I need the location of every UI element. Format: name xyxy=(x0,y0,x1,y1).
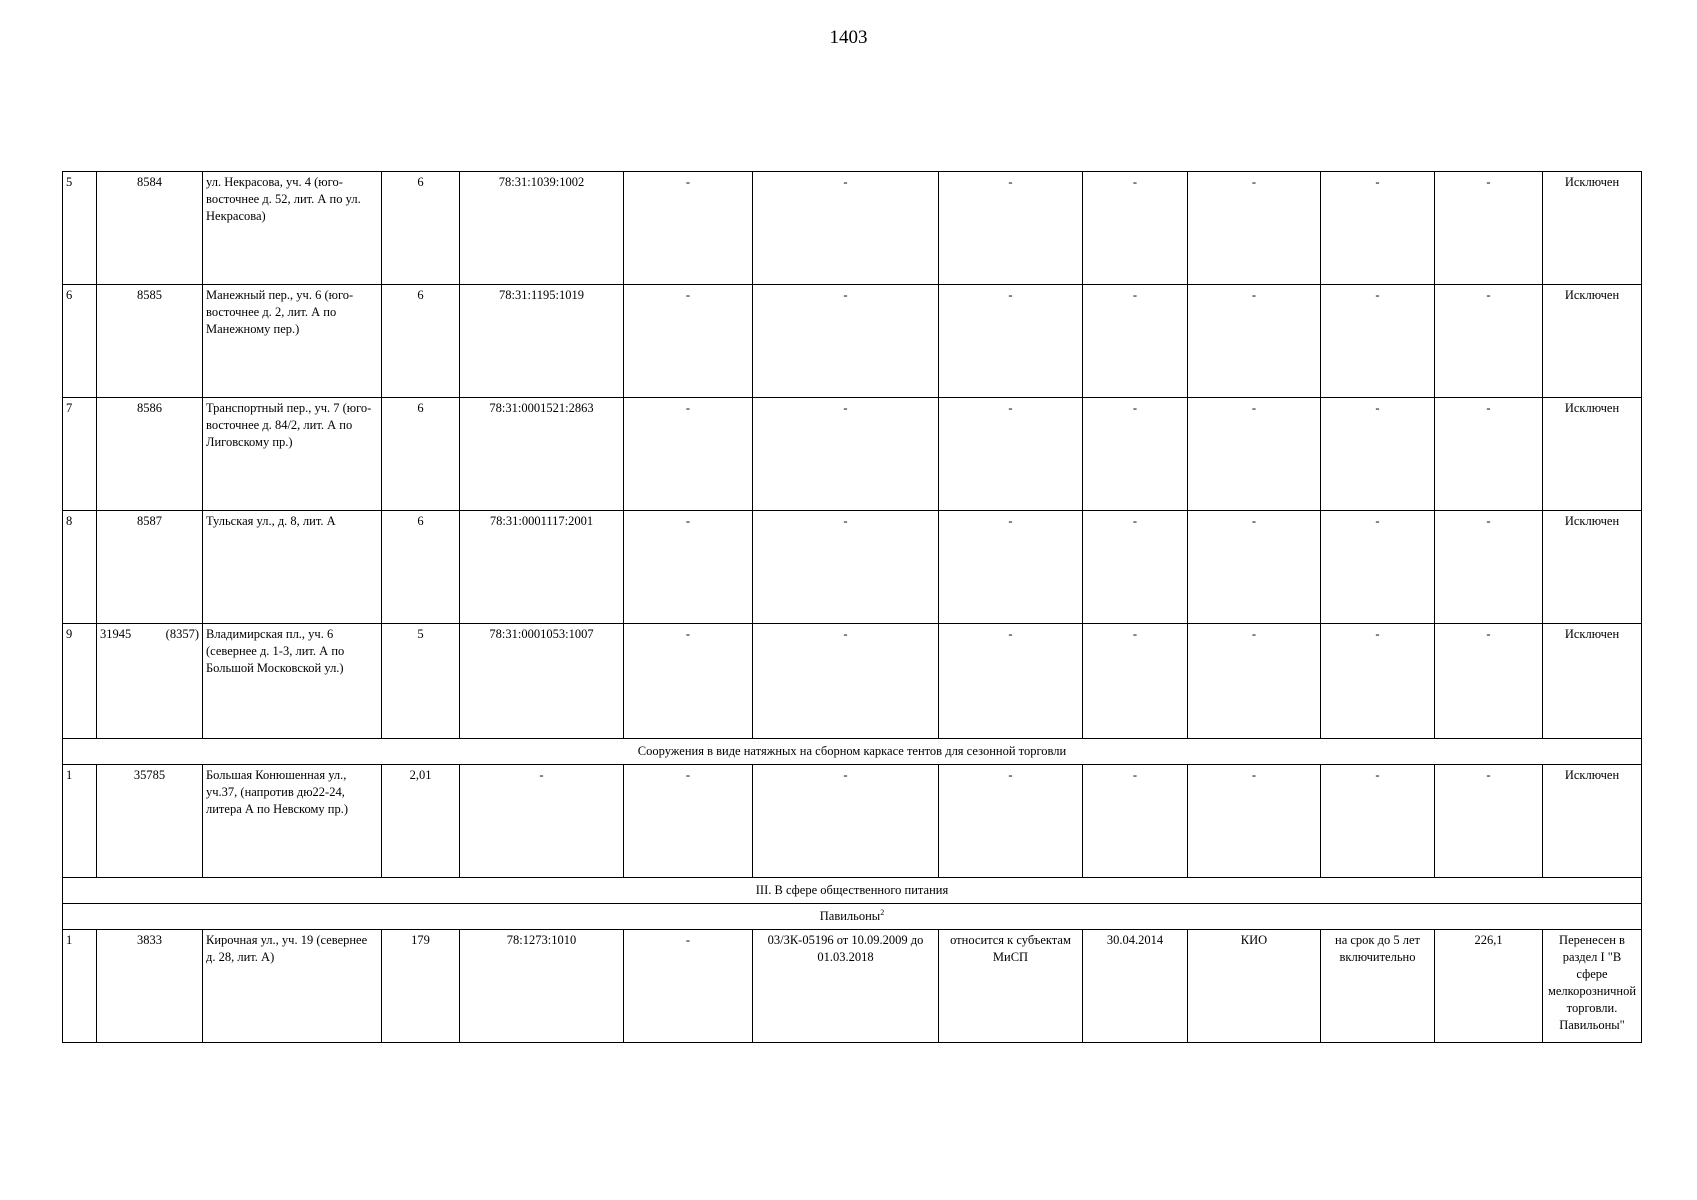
cell-number: 1 xyxy=(63,765,97,878)
cell-id xyxy=(97,624,203,739)
cell-col9: - xyxy=(1083,398,1188,511)
cell-address: Транспортный пер., уч. 7 (юго-восточнее д. 84/2, лит. А по Лиговскому пр.) xyxy=(203,398,382,511)
cell-id: 35785 xyxy=(97,765,203,878)
objects-table xyxy=(62,171,1642,1043)
section-header-pavilions xyxy=(63,904,1642,930)
cell-col6: - xyxy=(624,172,753,285)
table-row xyxy=(63,511,1642,624)
pavilions-label: Павильоны xyxy=(819,909,881,923)
cell-org: КИО xyxy=(1188,930,1321,1043)
cell-col11: - xyxy=(1321,624,1435,739)
cell-col7: - xyxy=(753,285,939,398)
cell-cadastral: 78:31:0001053:1007 xyxy=(460,624,624,739)
cell-address: Манежный пер., уч. 6 (юго-восточнее д. 2, лит. А по Манежному пер.) xyxy=(203,285,382,398)
cell-status: Исключен xyxy=(1543,172,1642,285)
cell-col12: - xyxy=(1435,624,1543,739)
cell-id: 8586 xyxy=(97,398,203,511)
cell-col8: - xyxy=(939,285,1083,398)
section-header-food xyxy=(63,878,1642,904)
cell-id: 8585 xyxy=(97,285,203,398)
cell-id: 8584 xyxy=(97,172,203,285)
cell-cadastral: 78:31:0001117:2001 xyxy=(460,511,624,624)
cell-col7: - xyxy=(753,511,939,624)
table-row xyxy=(63,624,1642,739)
cell-col9: - xyxy=(1083,765,1188,878)
cell-address: Тульская ул., д. 8, лит. А xyxy=(203,511,382,624)
section-title-food: III. В сфере общественного питания xyxy=(63,878,1642,904)
cell-col7: - xyxy=(753,624,939,739)
page-number: 1403 xyxy=(829,27,868,48)
table-row xyxy=(63,765,1642,878)
table-row xyxy=(63,930,1642,1043)
cell-contract: 03/ЗК-05196 от 10.09.2009 до 01.03.2018 xyxy=(753,930,939,1043)
cell-address: Владимирская пл., уч. 6 (севернее д. 1-3, лит. А по Большой Московской ул.) xyxy=(203,624,382,739)
cell-col11: - xyxy=(1321,511,1435,624)
cell-col6: - xyxy=(624,930,753,1043)
cell-col11: - xyxy=(1321,285,1435,398)
cell-cadastral: 78:31:1039:1002 xyxy=(460,172,624,285)
cell-date: 30.04.2014 xyxy=(1083,930,1188,1043)
cell-col10: - xyxy=(1188,765,1321,878)
cell-cadastral: 78:31:1195:1019 xyxy=(460,285,624,398)
section-header-tents xyxy=(63,739,1642,765)
cell-status: Перенесен в раздел I "В сфере мелкорозничной торговли. Павильоны" xyxy=(1543,930,1642,1043)
cell-address: Большая Конюшенная ул., уч.37, (напротив дю22-24, литера А по Невскому пр.) xyxy=(203,765,382,878)
cell-col10: - xyxy=(1188,398,1321,511)
table-row xyxy=(63,172,1642,285)
cell-col9: - xyxy=(1083,285,1188,398)
table-row xyxy=(63,398,1642,511)
footnote-marker: 2 xyxy=(880,907,885,917)
cell-area: 179 xyxy=(382,930,460,1043)
cell-status: Исключен xyxy=(1543,398,1642,511)
cell-col7: - xyxy=(753,765,939,878)
table-row xyxy=(63,285,1642,398)
cell-col8: - xyxy=(939,511,1083,624)
cell-status: Исключен xyxy=(1543,285,1642,398)
cell-area: 2,01 xyxy=(382,765,460,878)
cell-number: 7 xyxy=(63,398,97,511)
section-title-tents: Сооружения в виде натяжных на сборном каркасе тентов для сезонной торговли xyxy=(63,739,1642,765)
cell-col9: - xyxy=(1083,624,1188,739)
cell-area: 6 xyxy=(382,511,460,624)
cell-area: 6 xyxy=(382,398,460,511)
cell-number: 1 xyxy=(63,930,97,1043)
section-title-pavilions xyxy=(63,904,1642,930)
cell-address: Кирочная ул., уч. 19 (севернее д. 28, лит. А) xyxy=(203,930,382,1043)
cell-col8: - xyxy=(939,765,1083,878)
cell-area: 6 xyxy=(382,172,460,285)
cell-number: 5 xyxy=(63,172,97,285)
cell-id-secondary: (8357) xyxy=(165,627,199,641)
cell-status: Исключен xyxy=(1543,511,1642,624)
cell-col6: - xyxy=(624,765,753,878)
cell-col9: - xyxy=(1083,172,1188,285)
cell-col8: - xyxy=(939,172,1083,285)
cell-id: 3833 xyxy=(97,930,203,1043)
cell-number: 6 xyxy=(63,285,97,398)
cell-subject: относится к субъектам МиСП xyxy=(939,930,1083,1043)
cell-id-primary: 31945 xyxy=(100,627,132,641)
cell-col6: - xyxy=(624,624,753,739)
cell-area: 6 xyxy=(382,285,460,398)
cell-col10: - xyxy=(1188,511,1321,624)
cell-col6: - xyxy=(624,398,753,511)
cell-cadastral: 78:31:0001521:2863 xyxy=(460,398,624,511)
cell-address: ул. Некрасова, уч. 4 (юго-восточнее д. 52, лит. А по ул. Некрасова) xyxy=(203,172,382,285)
cell-col12: - xyxy=(1435,511,1543,624)
cell-col10: - xyxy=(1188,172,1321,285)
cell-cadastral: 78:1273:1010 xyxy=(460,930,624,1043)
cell-col11: - xyxy=(1321,398,1435,511)
cell-col8: - xyxy=(939,624,1083,739)
cell-area: 5 xyxy=(382,624,460,739)
cell-cadastral: - xyxy=(460,765,624,878)
cell-col6: - xyxy=(624,285,753,398)
cell-col8: - xyxy=(939,398,1083,511)
cell-status: Исключен xyxy=(1543,624,1642,739)
cell-col11: - xyxy=(1321,172,1435,285)
cell-col10: - xyxy=(1188,285,1321,398)
cell-number: 8 xyxy=(63,511,97,624)
cell-col12: - xyxy=(1435,765,1543,878)
cell-col7: - xyxy=(753,172,939,285)
cell-col11: - xyxy=(1321,765,1435,878)
cell-col10: - xyxy=(1188,624,1321,739)
cell-col9: - xyxy=(1083,511,1188,624)
cell-id: 8587 xyxy=(97,511,203,624)
cell-col6: - xyxy=(624,511,753,624)
cell-number: 9 xyxy=(63,624,97,739)
cell-status: Исключен xyxy=(1543,765,1642,878)
cell-col12: - xyxy=(1435,285,1543,398)
cell-col12: - xyxy=(1435,172,1543,285)
cell-col12: - xyxy=(1435,398,1543,511)
cell-value: 226,1 xyxy=(1435,930,1543,1043)
cell-col7: - xyxy=(753,398,939,511)
cell-term: на срок до 5 лет включительно xyxy=(1321,930,1435,1043)
